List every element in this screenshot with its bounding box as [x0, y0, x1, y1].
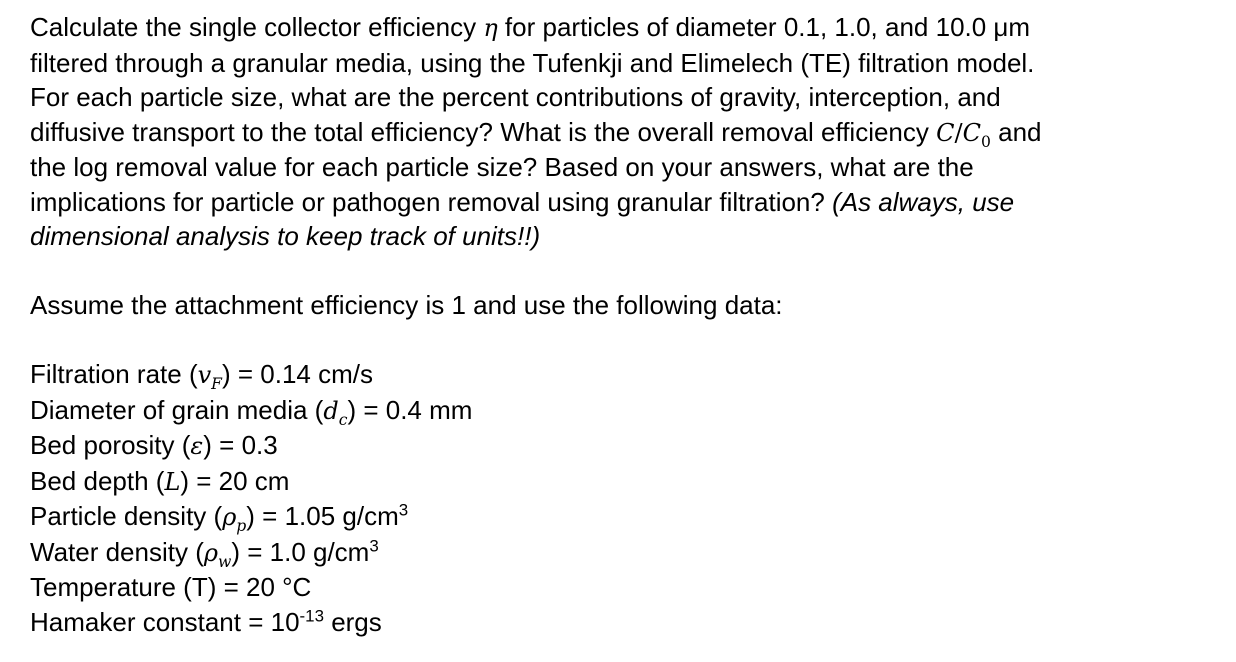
- item-value: ) = 0.14 cm/s: [222, 359, 373, 389]
- item-value: ) = 0.3: [203, 430, 278, 460]
- symbol: ρ: [203, 538, 218, 567]
- symbol-subscript: p: [236, 516, 247, 535]
- bed-porosity-item: [30, 428, 1210, 464]
- item-label: Diameter of grain media (: [30, 394, 324, 425]
- question-line-4: [30, 115, 1210, 151]
- question-line-6: [30, 185, 1210, 220]
- c-symbol: C: [936, 118, 955, 147]
- question-text: for particles of diameter 0.1, 1.0, and 10.0 μm: [497, 12, 1031, 42]
- symbol-subscript: w: [217, 552, 232, 571]
- question-text: implications for particle or pathogen removal using granular filtration?: [30, 186, 833, 217]
- epsilon-symbol: ε: [190, 432, 204, 460]
- unit-superscript: 3: [369, 535, 379, 555]
- question-line-7: dimensional analysis to keep track of units!!): [30, 221, 541, 251]
- spacer: [30, 254, 1210, 289]
- particle-density-item: [30, 499, 1210, 535]
- data-list: [30, 357, 1210, 639]
- problem-text: [30, 10, 1210, 639]
- question-line-5: the log removal value for each particle size? Based on your answers, what are the: [30, 152, 974, 182]
- unit-superscript: 3: [398, 500, 409, 520]
- c-over-c0-symbol: [936, 118, 991, 151]
- slash-symbol: /: [954, 118, 963, 147]
- item-label: Particle density (: [30, 501, 223, 531]
- symbol-subscript: F: [211, 374, 222, 393]
- question-text: diffusive transport to the total efficiency? What is the overall removal efficiency: [30, 116, 937, 147]
- question-line-1: [30, 10, 1210, 46]
- item-label: Filtration rate (: [30, 359, 198, 389]
- dc-symbol: [323, 396, 348, 429]
- item-value: ) = 1.05 g/cm: [246, 501, 399, 531]
- grain-diameter-item: [30, 393, 1210, 429]
- rho-w-symbol: [203, 538, 232, 571]
- filtration-rate-item: [30, 357, 1210, 393]
- question-paragraph: [30, 10, 1210, 254]
- symbol-subscript: c: [338, 410, 348, 429]
- italic-note: (As always, use: [832, 186, 1015, 217]
- item-label: Hamaker constant = 10: [30, 606, 300, 637]
- l-symbol: L: [164, 467, 181, 496]
- item-value: ) = 0.4 mm: [347, 394, 473, 425]
- water-density-item: [30, 535, 1210, 571]
- hamaker-constant-item: [30, 605, 1210, 640]
- spacer: [30, 323, 1210, 358]
- symbol: d: [323, 396, 339, 425]
- eta-symbol: η: [483, 14, 498, 42]
- rho-p-symbol: [222, 503, 247, 535]
- vf-symbol: [197, 361, 222, 393]
- symbol: v: [197, 361, 212, 389]
- symbol: ρ: [222, 503, 237, 531]
- c0-symbol: C: [962, 118, 981, 147]
- question-text: and: [990, 116, 1042, 147]
- temperature-item: Temperature (T) = 20 °C: [30, 572, 312, 602]
- exponent-superscript: -13: [299, 605, 324, 625]
- item-value: ) = 1.0 g/cm: [231, 536, 370, 567]
- item-label: Water density (: [30, 536, 204, 567]
- item-label: Bed depth (: [30, 465, 165, 496]
- question-line-2: filtered through a granular media, using the Tufenkji and Elimelech (TE) filtration model.: [30, 47, 1035, 78]
- c0-subscript: 0: [980, 132, 991, 151]
- assumption-line: Assume the attachment efficiency is 1 and use the following data:: [30, 290, 783, 320]
- question-line-3: For each particle size, what are the percent contributions of gravity, interception, and: [30, 82, 1001, 112]
- bed-depth-item: [30, 464, 1210, 500]
- question-text: Calculate the single collector efficiency: [30, 12, 484, 42]
- item-unit: ergs: [323, 606, 382, 637]
- item-label: Bed porosity (: [30, 430, 191, 460]
- item-value: ) = 20 cm: [180, 465, 290, 496]
